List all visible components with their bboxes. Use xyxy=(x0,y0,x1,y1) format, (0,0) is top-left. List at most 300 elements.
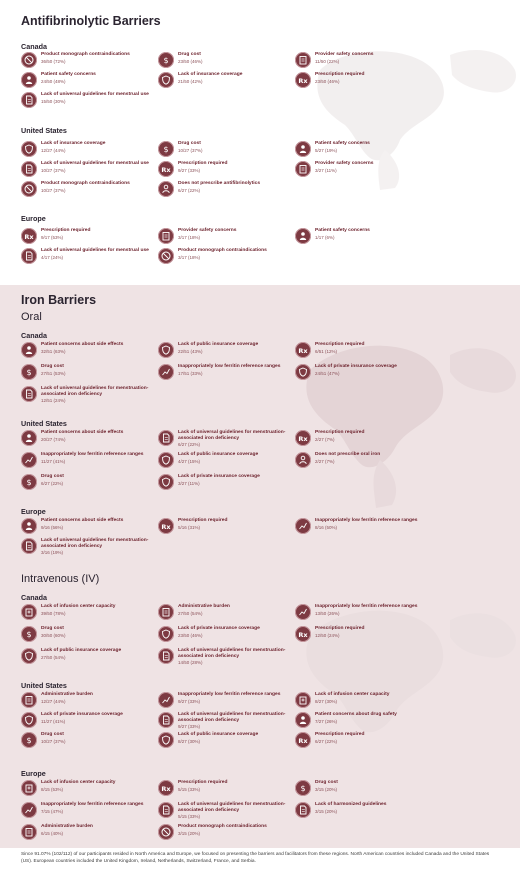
barrier-text xyxy=(41,342,123,354)
barrier-value: 10/27 (37%) xyxy=(41,167,66,173)
barrier-item xyxy=(158,692,298,708)
dollar-icon xyxy=(295,780,311,796)
barrier-label: Patient safety concerns xyxy=(41,72,96,77)
dollar-icon xyxy=(21,732,37,748)
barrier-text xyxy=(41,228,90,240)
barrier-label: Prescription required xyxy=(315,342,365,347)
dollar-icon xyxy=(158,141,174,157)
barrier-value: 17/51 (33%) xyxy=(178,370,203,376)
barrier-value: 11/27 (41%) xyxy=(41,718,66,724)
document-icon xyxy=(295,802,311,818)
barrier-label: Provider safety concerns xyxy=(178,228,237,233)
barrier-value: 10/27 (37%) xyxy=(41,738,66,744)
barrier-label: Lack of insurance coverage xyxy=(178,72,243,77)
barrier-label: Administrative burden xyxy=(41,824,93,829)
dollar-icon xyxy=(21,364,37,380)
barrier-text xyxy=(178,342,258,354)
barrier-text xyxy=(178,780,227,792)
barrier-value: 3/17 (18%) xyxy=(178,254,201,260)
barrier-text xyxy=(178,604,230,616)
barrier-item xyxy=(158,452,298,468)
barrier-value: 10/27 (37%) xyxy=(41,187,66,193)
barrier-label: Lack of universal guidelines for menstruation-associated iron deficiency xyxy=(178,712,286,723)
barrier-label: Patient safety concerns xyxy=(315,228,370,233)
barrier-text xyxy=(41,518,123,530)
barrier-value: 3/15 (20%) xyxy=(315,808,338,814)
barrier-text xyxy=(315,626,364,638)
barrier-item xyxy=(158,474,298,490)
barrier-item xyxy=(21,692,161,708)
svg-text:$: $ xyxy=(163,145,169,154)
barrier-value: 39/50 (78%) xyxy=(41,610,66,616)
shield-icon xyxy=(158,474,174,490)
barrier-item xyxy=(295,161,435,177)
dollar-icon xyxy=(158,52,174,68)
barrier-text xyxy=(41,824,93,836)
barrier-value: 32/51 (63%) xyxy=(41,348,66,354)
barrier-value: 20/27 (74%) xyxy=(41,436,66,442)
barrier-text xyxy=(41,386,161,403)
svg-text:Rx: Rx xyxy=(298,346,308,355)
section-heading-europe: Europe xyxy=(21,769,46,778)
barrier-label: Lack of universal guidelines for menstruation-associated iron deficiency xyxy=(178,802,286,813)
barrier-text xyxy=(315,712,397,724)
ban-icon xyxy=(21,181,37,197)
barrier-text xyxy=(178,692,280,704)
barrier-value: 27/51 (53%) xyxy=(41,370,66,376)
barrier-value: 4/27 (15%) xyxy=(178,458,201,464)
barrier-label: Inappropriately low ferritin reference ranges xyxy=(41,452,144,457)
iv-heading: Intravenous (IV) xyxy=(21,573,100,585)
barrier-label: Drug cost xyxy=(41,474,64,479)
barrier-value: 6/27 (22%) xyxy=(178,442,201,448)
barrier-item xyxy=(21,364,161,380)
barrier-value: 11/27 (41%) xyxy=(41,458,66,464)
barrier-item xyxy=(295,72,435,88)
barrier-text xyxy=(315,780,338,792)
barrier-value: 7/27 (26%) xyxy=(315,718,338,724)
chart-icon xyxy=(158,364,174,380)
shield-icon xyxy=(158,626,174,642)
barrier-label: Prescription required xyxy=(178,161,228,166)
barrier-item xyxy=(158,52,298,68)
clipboard-icon xyxy=(158,228,174,244)
barrier-label: Patient safety concerns xyxy=(315,141,370,146)
barrier-label: Patient concerns about side effects xyxy=(41,518,124,523)
section-heading-europe: Europe xyxy=(21,214,46,223)
barrier-label: Lack of public insurance coverage xyxy=(178,342,259,347)
barrier-text xyxy=(41,474,64,486)
barrier-item xyxy=(158,648,298,665)
barrier-value: 5/16 (31%) xyxy=(178,524,201,530)
barrier-label: Lack of universal guidelines for menstruation-associated iron deficiency xyxy=(41,386,149,397)
barrier-item xyxy=(21,712,161,728)
barrier-text xyxy=(41,732,66,744)
barrier-label: Does not prescribe oral iron xyxy=(315,452,381,457)
person-icon xyxy=(295,712,311,728)
barrier-value: 12/50 (24%) xyxy=(315,632,340,638)
section-heading-us: United States xyxy=(21,681,67,690)
barrier-text xyxy=(178,712,298,729)
barrier-item xyxy=(295,364,435,380)
rx-icon xyxy=(158,161,174,177)
barrier-text xyxy=(41,364,66,376)
barrier-text xyxy=(178,824,267,836)
footnote: Since 91.07% (102/112) of our participants resided in North America and Europe, we focused on presenting the barriers and facilitators from these regions. North American countries included Canada and the United States (US). European countries included the United Kingdom, Ireland, Netherlands, Switzerland, France, and Serbia. xyxy=(21,852,490,864)
barrier-text xyxy=(41,626,66,638)
barrier-item xyxy=(158,181,298,197)
barrier-value: 2/27 (7%) xyxy=(315,458,335,464)
document-icon xyxy=(21,92,37,108)
barrier-label: Does not prescribe antifibrinolytics xyxy=(178,181,261,186)
document-icon xyxy=(21,248,37,264)
barrier-value: 5/27 (19%) xyxy=(315,147,338,153)
barrier-label: Drug cost xyxy=(178,52,201,57)
barrier-label: Lack of public insurance coverage xyxy=(178,732,259,737)
barrier-value: 9/27 (33%) xyxy=(178,167,201,173)
svg-text:$: $ xyxy=(26,630,32,639)
person-icon xyxy=(21,430,37,446)
barrier-text xyxy=(178,52,203,64)
document-icon xyxy=(158,802,174,818)
barrier-value: 8/27 (30%) xyxy=(178,738,201,744)
barrier-text xyxy=(178,364,280,376)
barrier-text xyxy=(41,248,149,260)
barrier-text xyxy=(41,604,115,616)
barrier-label: Prescription required xyxy=(41,228,91,233)
barrier-label: Lack of public insurance coverage xyxy=(178,452,259,457)
clipboard-icon xyxy=(21,824,37,840)
rx-icon xyxy=(295,72,311,88)
rx-icon xyxy=(295,732,311,748)
barrier-value: 3/16 (19%) xyxy=(41,550,64,556)
barrier-label: Lack of insurance coverage xyxy=(41,141,106,146)
barrier-value: 5/15 (33%) xyxy=(178,814,201,820)
barrier-label: Administrative burden xyxy=(41,692,93,697)
section-heading-canada: Canada xyxy=(21,593,47,602)
svg-text:Rx: Rx xyxy=(24,232,34,241)
barrier-text xyxy=(315,732,364,744)
barrier-text xyxy=(41,181,130,193)
barrier-item xyxy=(158,342,298,358)
barrier-item xyxy=(21,72,161,88)
barrier-item xyxy=(21,474,161,490)
barrier-item xyxy=(21,626,161,642)
barrier-value: 7/15 (47%) xyxy=(41,808,64,814)
clipboard-icon xyxy=(295,52,311,68)
barrier-value: 11/50 (22%) xyxy=(315,58,340,64)
barrier-text xyxy=(41,161,149,173)
barrier-text xyxy=(315,430,364,442)
barrier-item xyxy=(21,52,161,68)
barrier-label: Prescription required xyxy=(315,430,365,435)
barrier-item xyxy=(21,824,161,840)
barrier-item xyxy=(158,824,298,840)
barrier-text xyxy=(41,712,123,724)
barrier-value: 8/27 (30%) xyxy=(315,698,338,704)
svg-text:$: $ xyxy=(26,478,32,487)
section-heading-us: United States xyxy=(21,126,67,135)
barrier-item xyxy=(295,626,435,642)
barrier-value: 15/50 (30%) xyxy=(41,98,66,104)
barrier-item xyxy=(158,430,298,447)
shield-icon xyxy=(295,364,311,380)
barrier-value: 27/50 (54%) xyxy=(41,654,66,660)
barrier-text xyxy=(178,141,203,153)
barrier-item xyxy=(158,780,298,796)
document-icon xyxy=(158,430,174,446)
barrier-value: 9/16 (56%) xyxy=(41,524,64,530)
barrier-item xyxy=(21,538,161,555)
rx-icon xyxy=(21,228,37,244)
rx-icon xyxy=(158,780,174,796)
barrier-item xyxy=(295,732,435,748)
barrier-text xyxy=(178,452,258,464)
barrier-text xyxy=(178,802,298,819)
barrier-label: Drug cost xyxy=(178,141,201,146)
barrier-value: 21/50 (42%) xyxy=(178,78,203,84)
barrier-label: Lack of harmonized guidelines xyxy=(315,802,387,807)
barrier-item xyxy=(21,342,161,358)
barrier-label: Lack of public insurance coverage xyxy=(41,648,122,653)
barrier-label: Lack of private insurance coverage xyxy=(178,474,260,479)
barrier-label: Lack of infusion center capacity xyxy=(315,692,390,697)
barrier-text xyxy=(315,52,373,64)
svg-text:$: $ xyxy=(26,368,32,377)
barrier-value: 1/17 (6%) xyxy=(315,234,335,240)
clipboard-icon xyxy=(295,161,311,177)
doctor-icon xyxy=(158,181,174,197)
person-icon xyxy=(21,342,37,358)
barrier-label: Drug cost xyxy=(41,364,64,369)
barrier-item xyxy=(21,452,161,468)
ban-icon xyxy=(21,52,37,68)
barrier-item xyxy=(158,72,298,88)
barrier-item xyxy=(21,780,161,796)
barrier-value: 6/27 (22%) xyxy=(315,738,338,744)
barrier-text xyxy=(178,181,260,193)
barrier-value: 9/27 (33%) xyxy=(178,724,201,730)
barrier-label: Patient concerns about side effects xyxy=(41,342,124,347)
barrier-text xyxy=(178,474,260,486)
barrier-value: 23/50 (46%) xyxy=(178,632,203,638)
barrier-text xyxy=(178,648,298,665)
barrier-label: Inappropriately low ferritin reference ranges xyxy=(178,364,281,369)
barrier-value: 3/15 (20%) xyxy=(178,830,201,836)
antifibrinolytic-title: Antifibrinolytic Barriers xyxy=(21,14,161,28)
barrier-label: Provider safety concerns xyxy=(315,52,374,57)
document-icon xyxy=(21,386,37,402)
building-icon xyxy=(295,692,311,708)
barrier-value: 3/17 (18%) xyxy=(178,234,201,240)
barrier-label: Prescription required xyxy=(178,780,228,785)
barrier-label: Administrative burden xyxy=(178,604,230,609)
barrier-text xyxy=(41,648,121,660)
barrier-value: 2/27 (7%) xyxy=(315,436,335,442)
svg-text:Rx: Rx xyxy=(161,522,171,531)
doctor-icon xyxy=(295,452,311,468)
barrier-text xyxy=(41,538,161,555)
barrier-label: Lack of universal guidelines for menstruation-associated iron deficiency xyxy=(41,538,149,549)
shield-icon xyxy=(158,732,174,748)
person-icon xyxy=(295,141,311,157)
barrier-item xyxy=(21,802,161,818)
svg-text:Rx: Rx xyxy=(161,784,171,793)
barrier-text xyxy=(178,248,267,260)
barrier-item xyxy=(158,364,298,380)
svg-text:$: $ xyxy=(26,736,32,745)
barrier-text xyxy=(178,72,242,84)
barrier-text xyxy=(178,228,236,240)
barrier-item xyxy=(295,342,435,358)
svg-text:Rx: Rx xyxy=(298,434,308,443)
barrier-value: 9/17 (53%) xyxy=(41,234,64,240)
barrier-text xyxy=(41,52,130,64)
barrier-item xyxy=(295,452,435,468)
barrier-label: Product monograph contraindications xyxy=(41,181,130,186)
section-heading-us: United States xyxy=(21,419,67,428)
barrier-label: Prescription required xyxy=(315,626,365,631)
barrier-label: Prescription required xyxy=(178,518,228,523)
barrier-label: Lack of private insurance coverage xyxy=(178,626,260,631)
barrier-value: 3/15 (20%) xyxy=(315,786,338,792)
clipboard-icon xyxy=(158,604,174,620)
person-icon xyxy=(21,518,37,534)
chart-icon xyxy=(21,452,37,468)
barrier-item xyxy=(21,386,161,403)
barrier-item xyxy=(21,228,161,244)
shield-icon xyxy=(21,648,37,664)
barrier-item xyxy=(21,648,161,664)
barrier-label: Lack of universal guidelines for menstrual use xyxy=(41,248,149,253)
barrier-label: Inappropriately low ferritin reference ranges xyxy=(315,604,418,609)
barrier-label: Drug cost xyxy=(41,732,64,737)
barrier-label: Patient concerns about side effects xyxy=(41,430,124,435)
barrier-text xyxy=(41,72,96,84)
barrier-label: Patient concerns about drug safety xyxy=(315,712,397,717)
barrier-value: 23/50 (46%) xyxy=(178,58,203,64)
document-icon xyxy=(158,712,174,728)
barrier-text xyxy=(41,780,115,792)
barrier-label: Lack of infusion center capacity xyxy=(41,780,116,785)
barrier-text xyxy=(315,518,417,530)
barrier-value: 10/27 (37%) xyxy=(178,147,203,153)
barrier-item xyxy=(21,604,161,620)
shield-icon xyxy=(158,452,174,468)
barrier-value: 36/50 (72%) xyxy=(41,58,66,64)
ban-icon xyxy=(158,248,174,264)
barrier-text xyxy=(41,92,149,104)
barrier-label: Inappropriately low ferritin reference ranges xyxy=(315,518,418,523)
barrier-text xyxy=(41,692,93,704)
barrier-text xyxy=(315,141,370,153)
barrier-item xyxy=(295,712,435,728)
barrier-value: 24/51 (47%) xyxy=(315,370,340,376)
barrier-value: 3/27 (11%) xyxy=(315,167,337,173)
iron-title: Iron Barriers xyxy=(21,293,97,307)
barrier-item xyxy=(158,604,298,620)
barrier-value: 24/50 (48%) xyxy=(41,78,66,84)
barrier-item xyxy=(295,692,435,708)
barrier-item xyxy=(158,626,298,642)
barrier-item xyxy=(158,228,298,244)
barrier-item xyxy=(158,712,298,729)
barrier-text xyxy=(315,342,364,354)
svg-text:$: $ xyxy=(163,56,169,65)
barrier-text xyxy=(315,72,364,84)
barrier-label: Lack of private insurance coverage xyxy=(315,364,397,369)
rx-icon xyxy=(295,430,311,446)
document-icon xyxy=(158,648,174,664)
barrier-text xyxy=(178,626,260,638)
barrier-value: 22/51 (43%) xyxy=(178,348,203,354)
svg-text:Rx: Rx xyxy=(298,630,308,639)
document-icon xyxy=(21,161,37,177)
barrier-value: 3/27 (11%) xyxy=(178,480,200,486)
barrier-label: Provider safety concerns xyxy=(315,161,374,166)
barrier-text xyxy=(315,604,417,616)
barrier-value: 8/15 (53%) xyxy=(41,786,64,792)
barrier-label: Product monograph contraindications xyxy=(41,52,130,57)
barrier-text xyxy=(41,452,143,464)
barrier-text xyxy=(41,141,105,153)
chart-icon xyxy=(295,518,311,534)
svg-text:Rx: Rx xyxy=(161,165,171,174)
barrier-value: 12/51 (24%) xyxy=(41,398,66,404)
barrier-label: Lack of universal guidelines for menstruation-associated iron deficiency xyxy=(178,648,286,659)
barrier-value: 6/27 (22%) xyxy=(41,480,64,486)
barrier-item xyxy=(295,141,435,157)
ban-icon xyxy=(158,824,174,840)
barrier-item xyxy=(295,604,435,620)
barrier-value: 12/27 (44%) xyxy=(41,698,66,704)
clipboard-icon xyxy=(21,692,37,708)
barrier-item xyxy=(21,248,161,264)
barrier-value: 6/27 (22%) xyxy=(178,187,201,193)
rx-icon xyxy=(295,342,311,358)
barrier-text xyxy=(178,430,298,447)
barrier-label: Lack of universal guidelines for menstruation-associated iron deficiency xyxy=(178,430,286,441)
barrier-item xyxy=(158,141,298,157)
section-heading-europe: Europe xyxy=(21,507,46,516)
rx-icon xyxy=(295,626,311,642)
barrier-text xyxy=(178,732,258,744)
section-heading-canada: Canada xyxy=(21,42,47,51)
barrier-item xyxy=(295,430,435,446)
barrier-label: Lack of universal guidelines for menstrual use xyxy=(41,161,149,166)
barrier-label: Prescription required xyxy=(315,732,365,737)
world-map-graphic xyxy=(290,595,520,775)
barrier-value: 5/15 (33%) xyxy=(178,786,201,792)
barrier-item xyxy=(21,161,161,177)
chart-icon xyxy=(295,604,311,620)
barrier-item xyxy=(158,161,298,177)
barrier-label: Prescription required xyxy=(315,72,365,77)
barrier-label: Product monograph contraindications xyxy=(178,248,267,253)
barrier-text xyxy=(41,802,143,814)
barrier-value: 14/50 (28%) xyxy=(178,660,203,666)
building-icon xyxy=(21,780,37,796)
barrier-value: 6/51 (12%) xyxy=(315,348,338,354)
barrier-value: 30/50 (60%) xyxy=(41,632,66,638)
barrier-label: Lack of universal guidelines for menstrual use xyxy=(41,92,149,97)
barrier-value: 13/50 (26%) xyxy=(315,610,340,616)
barrier-item xyxy=(295,228,435,244)
dollar-icon xyxy=(21,474,37,490)
barrier-label: Drug cost xyxy=(315,780,338,785)
barrier-text xyxy=(315,802,386,814)
barrier-label: Inappropriately low ferritin reference ranges xyxy=(178,692,281,697)
